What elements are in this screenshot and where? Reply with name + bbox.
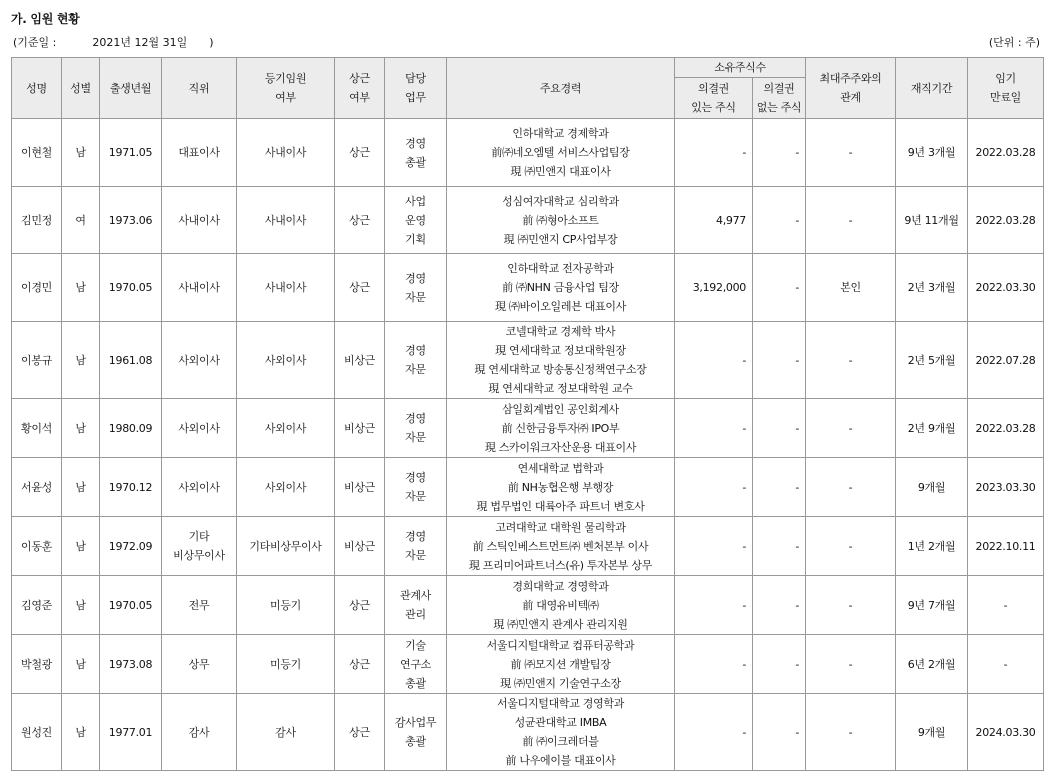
header-fulltime-line2: 여부 bbox=[349, 91, 370, 104]
cell-relation: - bbox=[806, 399, 896, 458]
cell-duty-line: 자문 bbox=[405, 549, 426, 562]
cell-duty-line: 연구소 bbox=[400, 657, 431, 671]
header-term-end-line2: 만료일 bbox=[990, 91, 1021, 104]
cell-tenure: 9개월 bbox=[896, 694, 968, 771]
cell-position bbox=[162, 187, 237, 254]
cell-fulltime: 상근 bbox=[335, 119, 385, 187]
cell-career-line: 서울디지털대학교 경영학과 bbox=[496, 697, 625, 710]
cell-birth: 1970.05 bbox=[100, 576, 162, 635]
cell-position bbox=[162, 517, 237, 576]
cell-relation: - bbox=[806, 187, 896, 254]
cell-name: 이현철 bbox=[12, 119, 62, 187]
cell-voting: 3,192,000 bbox=[675, 254, 753, 322]
cell-career-line: 前 NH농협은행 부행장 bbox=[507, 480, 614, 494]
header-birth: 출생년월 bbox=[100, 58, 162, 119]
cell-position bbox=[162, 635, 237, 694]
cell-tenure: 9년 11개월 bbox=[896, 187, 968, 254]
header-registered bbox=[237, 58, 335, 119]
header-nonvoting-line1: 의결권 bbox=[763, 82, 795, 95]
cell-career-line: 前 ㈜NHN 금융사업 팀장 bbox=[502, 281, 619, 294]
header-gender: 성별 bbox=[62, 58, 100, 119]
cell-birth: 1972.09 bbox=[100, 517, 162, 576]
cell-duty-line: 운영 bbox=[405, 213, 426, 227]
cell-career-line: 성균관대학교 IMBA bbox=[514, 716, 607, 729]
table-row bbox=[12, 322, 1044, 399]
cell-duty bbox=[385, 119, 447, 187]
cell-duty bbox=[385, 399, 447, 458]
cell-duty-line: 감사업무 bbox=[394, 716, 437, 729]
header-voting-line1: 의결권 bbox=[698, 82, 729, 95]
header-duty-line2: 업무 bbox=[405, 91, 426, 104]
cell-term-end: 2022.03.28 bbox=[968, 187, 1044, 254]
cell-career-line: 前 ㈜모지션 개발팀장 bbox=[510, 657, 611, 671]
cell-career-line: 삼일회계법인 공인회계사 bbox=[502, 402, 619, 416]
cell-voting: - bbox=[675, 399, 753, 458]
cell-name: 이경민 bbox=[12, 254, 62, 322]
cell-duty-line: 경영 bbox=[405, 136, 426, 150]
cell-career-line: 경희대학교 경영학과 bbox=[512, 579, 609, 593]
cell-registered: 감사 bbox=[237, 694, 335, 771]
cell-career-line: 現 연세대학교 방송통신정책연구소장 bbox=[474, 363, 647, 376]
cell-duty-line: 사업 bbox=[405, 194, 426, 208]
cell-registered: 미등기 bbox=[237, 576, 335, 635]
cell-voting: - bbox=[675, 694, 753, 771]
cell-fulltime: 비상근 bbox=[335, 322, 385, 399]
cell-voting: - bbox=[675, 517, 753, 576]
header-relation bbox=[806, 58, 896, 119]
cell-tenure: 6년 2개월 bbox=[896, 635, 968, 694]
cell-career-line: 인하대학교 전자공학과 bbox=[507, 262, 614, 275]
cell-nonvoting: - bbox=[753, 322, 806, 399]
cell-fulltime: 상근 bbox=[335, 254, 385, 322]
cell-duty-line: 자문 bbox=[405, 431, 426, 444]
cell-relation: - bbox=[806, 517, 896, 576]
header-registered-line2: 여부 bbox=[275, 91, 296, 104]
cell-birth: 1980.09 bbox=[100, 399, 162, 458]
cell-position-line: 감사 bbox=[188, 725, 210, 739]
cell-duty bbox=[385, 458, 447, 517]
cell-career bbox=[447, 399, 675, 458]
cell-voting: - bbox=[675, 458, 753, 517]
cell-gender: 남 bbox=[62, 254, 100, 322]
cell-position-line: 대표이사 bbox=[178, 146, 220, 159]
cell-duty-line: 총괄 bbox=[405, 676, 426, 690]
header-name: 성명 bbox=[12, 58, 62, 119]
table-row bbox=[12, 254, 1044, 322]
basis-close: ) bbox=[209, 36, 214, 49]
cell-gender: 남 bbox=[62, 635, 100, 694]
header-relation-line2: 관계 bbox=[840, 91, 861, 104]
table-row bbox=[12, 694, 1044, 771]
cell-duty bbox=[385, 187, 447, 254]
cell-duty-line: 경영 bbox=[405, 344, 426, 357]
table-row bbox=[12, 576, 1044, 635]
cell-fulltime: 비상근 bbox=[335, 517, 385, 576]
cell-nonvoting: - bbox=[753, 517, 806, 576]
cell-position-line: 상무 bbox=[188, 657, 210, 671]
cell-fulltime: 비상근 bbox=[335, 458, 385, 517]
cell-relation: - bbox=[806, 458, 896, 517]
cell-career bbox=[447, 517, 675, 576]
cell-relation: - bbox=[806, 119, 896, 187]
cell-registered: 미등기 bbox=[237, 635, 335, 694]
cell-position bbox=[162, 322, 237, 399]
cell-gender: 남 bbox=[62, 517, 100, 576]
cell-career-line: 성심여자대학교 심리학과 bbox=[502, 194, 619, 208]
cell-position bbox=[162, 576, 237, 635]
header-term-end-line1: 임기 bbox=[995, 72, 1016, 85]
cell-duty-line: 총괄 bbox=[405, 155, 426, 169]
cell-duty-line: 총괄 bbox=[405, 735, 426, 748]
cell-fulltime: 상근 bbox=[335, 635, 385, 694]
header-career: 주요경력 bbox=[447, 58, 675, 119]
cell-career-line: 前 스틱인베스트먼트㈜ 벤처본부 이사 bbox=[472, 539, 649, 553]
cell-fulltime: 상근 bbox=[335, 694, 385, 771]
header-voting-line2: 있는 주식 bbox=[691, 101, 736, 114]
cell-career bbox=[447, 576, 675, 635]
cell-career-line: 서울디지털대학교 컴퓨터공학과 bbox=[486, 638, 635, 652]
cell-fulltime: 상근 bbox=[335, 187, 385, 254]
cell-position bbox=[162, 254, 237, 322]
cell-position bbox=[162, 694, 237, 771]
cell-tenure: 2년 3개월 bbox=[896, 254, 968, 322]
cell-name: 박철광 bbox=[12, 635, 62, 694]
cell-relation: - bbox=[806, 635, 896, 694]
cell-duty-line: 관계사 bbox=[400, 589, 431, 602]
cell-tenure: 1년 2개월 bbox=[896, 517, 968, 576]
cell-position bbox=[162, 458, 237, 517]
cell-nonvoting: - bbox=[753, 119, 806, 187]
cell-nonvoting: - bbox=[753, 458, 806, 517]
cell-term-end: 2022.10.11 bbox=[968, 517, 1044, 576]
cell-relation: - bbox=[806, 576, 896, 635]
cell-name: 이봉규 bbox=[12, 322, 62, 399]
cell-term-end: - bbox=[968, 576, 1044, 635]
header-tenure: 재직기간 bbox=[896, 58, 968, 119]
cell-gender: 남 bbox=[62, 399, 100, 458]
cell-position-line: 사외이사 bbox=[178, 421, 220, 435]
cell-duty bbox=[385, 576, 447, 635]
cell-name: 김영준 bbox=[12, 576, 62, 635]
cell-nonvoting: - bbox=[753, 694, 806, 771]
cell-duty-line: 경영 bbox=[405, 271, 426, 285]
cell-voting: - bbox=[675, 576, 753, 635]
table-row bbox=[12, 458, 1044, 517]
cell-career bbox=[447, 254, 675, 322]
cell-duty-line: 자문 bbox=[405, 363, 426, 376]
header-relation-line1: 최대주주와의 bbox=[819, 72, 882, 85]
header-shares: 소유주식수 bbox=[675, 58, 806, 78]
cell-position-line: 사내이사 bbox=[178, 281, 220, 294]
cell-birth: 1973.06 bbox=[100, 187, 162, 254]
cell-career bbox=[447, 635, 675, 694]
cell-term-end: 2022.07.28 bbox=[968, 322, 1044, 399]
cell-career-line: 고려대학교 대학원 물리학과 bbox=[495, 520, 626, 534]
cell-term-end: 2023.03.30 bbox=[968, 458, 1044, 517]
cell-duty bbox=[385, 322, 447, 399]
table-header bbox=[12, 58, 1044, 119]
basis-date: 2021년 12월 31일 bbox=[92, 36, 188, 49]
cell-career-line: 現 ㈜민앤지 대표이사 bbox=[510, 165, 611, 178]
cell-career-line: 코넬대학교 경제학 박사 bbox=[505, 325, 616, 338]
cell-position-line: 비상무이사 bbox=[173, 549, 225, 562]
cell-career bbox=[447, 187, 675, 254]
cell-career-line: 現 ㈜민앤지 CP사업부장 bbox=[503, 232, 618, 246]
section-title: 가. 임원 현황 bbox=[11, 12, 80, 26]
cell-position-line: 기타 bbox=[188, 530, 210, 543]
cell-tenure: 9년 3개월 bbox=[896, 119, 968, 187]
cell-career-line: 前 ㈜이크레더블 bbox=[522, 735, 599, 748]
cell-registered: 사내이사 bbox=[237, 119, 335, 187]
cell-career-line: 前 나우에이블 대표이사 bbox=[505, 754, 616, 767]
cell-birth: 1971.05 bbox=[100, 119, 162, 187]
executives-table bbox=[11, 57, 1044, 771]
table-body bbox=[12, 119, 1044, 771]
cell-gender: 여 bbox=[62, 187, 100, 254]
header-registered-line1: 등기임원 bbox=[264, 72, 307, 85]
cell-duty bbox=[385, 254, 447, 322]
cell-registered: 사외이사 bbox=[237, 458, 335, 517]
cell-position-line: 사외이사 bbox=[178, 480, 220, 494]
cell-voting: 4,977 bbox=[675, 187, 753, 254]
cell-nonvoting: - bbox=[753, 187, 806, 254]
cell-duty-line: 경영 bbox=[405, 412, 426, 425]
header-voting bbox=[675, 78, 753, 119]
cell-nonvoting: - bbox=[753, 576, 806, 635]
cell-name: 원성진 bbox=[12, 694, 62, 771]
cell-career-line: 인하대학교 경제학과 bbox=[512, 127, 609, 140]
cell-registered: 사외이사 bbox=[237, 399, 335, 458]
cell-gender: 남 bbox=[62, 458, 100, 517]
cell-registered: 사외이사 bbox=[237, 322, 335, 399]
table-row bbox=[12, 119, 1044, 187]
header-term-end bbox=[968, 58, 1044, 119]
cell-term-end: - bbox=[968, 635, 1044, 694]
cell-gender: 남 bbox=[62, 322, 100, 399]
cell-birth: 1961.08 bbox=[100, 322, 162, 399]
cell-registered: 사내이사 bbox=[237, 254, 335, 322]
cell-term-end: 2022.03.30 bbox=[968, 254, 1044, 322]
cell-duty-line: 자문 bbox=[405, 290, 426, 304]
cell-duty bbox=[385, 694, 447, 771]
cell-career-line: 前 ㈜형아소프트 bbox=[522, 213, 599, 227]
cell-voting: - bbox=[675, 322, 753, 399]
cell-nonvoting: - bbox=[753, 635, 806, 694]
header-fulltime bbox=[335, 58, 385, 119]
cell-nonvoting: - bbox=[753, 254, 806, 322]
cell-gender: 남 bbox=[62, 694, 100, 771]
cell-duty-line: 자문 bbox=[405, 490, 426, 503]
cell-career-line: 연세대학교 법학과 bbox=[517, 461, 604, 475]
cell-career-line: 現 ㈜바이오일레븐 대표이사 bbox=[494, 300, 627, 313]
cell-name: 황이석 bbox=[12, 399, 62, 458]
cell-tenure: 2년 5개월 bbox=[896, 322, 968, 399]
cell-career-line: 現 법무법인 대륙아주 파트너 변호사 bbox=[476, 499, 645, 513]
cell-career-line: 現 스카이워크자산운용 대표이사 bbox=[484, 440, 637, 454]
cell-registered: 기타비상무이사 bbox=[237, 517, 335, 576]
cell-term-end: 2024.03.30 bbox=[968, 694, 1044, 771]
cell-duty-line: 기획 bbox=[405, 232, 426, 246]
header-fulltime-line1: 상근 bbox=[349, 72, 370, 85]
cell-career bbox=[447, 694, 675, 771]
header-duty-line1: 담당 bbox=[405, 72, 426, 85]
cell-registered: 사내이사 bbox=[237, 187, 335, 254]
cell-duty-line: 경영 bbox=[405, 471, 426, 484]
table-row bbox=[12, 399, 1044, 458]
cell-duty bbox=[385, 517, 447, 576]
cell-position-line: 사외이사 bbox=[178, 353, 220, 367]
cell-career-line: 前 대영유비텍㈜ bbox=[522, 598, 599, 612]
cell-career-line: 前㈜네오엠텔 서비스사업팀장 bbox=[491, 146, 630, 159]
cell-career-line: 現 연세대학교 정보대학원 교수 bbox=[488, 382, 633, 395]
header-nonvoting bbox=[753, 78, 806, 119]
cell-name: 김민정 bbox=[12, 187, 62, 254]
cell-position-line: 전무 bbox=[188, 598, 210, 612]
cell-career-line: 前 신한금융투자㈜ IPO부 bbox=[501, 421, 620, 435]
cell-tenure: 9개월 bbox=[896, 458, 968, 517]
cell-name: 이동훈 bbox=[12, 517, 62, 576]
header-nonvoting-line2: 없는 주식 bbox=[756, 101, 802, 114]
cell-career-line: 現 연세대학교 정보대학원장 bbox=[495, 344, 626, 357]
cell-birth: 1973.08 bbox=[100, 635, 162, 694]
cell-career-line: 現 ㈜민앤지 관계사 관리지원 bbox=[493, 617, 628, 631]
cell-fulltime: 비상근 bbox=[335, 399, 385, 458]
cell-duty-line: 기술 bbox=[405, 638, 426, 652]
cell-career bbox=[447, 322, 675, 399]
cell-term-end: 2022.03.28 bbox=[968, 119, 1044, 187]
cell-gender: 남 bbox=[62, 576, 100, 635]
header-position: 직위 bbox=[162, 58, 237, 119]
basis-label: (기준일 : bbox=[13, 36, 57, 49]
basis-date-line bbox=[13, 34, 214, 50]
cell-relation: 본인 bbox=[806, 254, 896, 322]
cell-name: 서윤성 bbox=[12, 458, 62, 517]
cell-tenure: 2년 9개월 bbox=[896, 399, 968, 458]
cell-duty-line: 경영 bbox=[405, 530, 426, 543]
cell-duty-line: 관리 bbox=[405, 608, 426, 621]
unit-label: (단위 : 주) bbox=[988, 36, 1040, 49]
cell-birth: 1977.01 bbox=[100, 694, 162, 771]
cell-term-end: 2022.03.28 bbox=[968, 399, 1044, 458]
cell-nonvoting: - bbox=[753, 399, 806, 458]
cell-relation: - bbox=[806, 322, 896, 399]
cell-position bbox=[162, 399, 237, 458]
cell-birth: 1970.05 bbox=[100, 254, 162, 322]
header-duty bbox=[385, 58, 447, 119]
cell-position bbox=[162, 119, 237, 187]
cell-birth: 1970.12 bbox=[100, 458, 162, 517]
cell-career-line: 現 프리미어파트너스(유) 투자본부 상무 bbox=[468, 558, 653, 572]
table-row bbox=[12, 517, 1044, 576]
table-row bbox=[12, 187, 1044, 254]
cell-gender: 남 bbox=[62, 119, 100, 187]
cell-position-line: 사내이사 bbox=[178, 213, 220, 227]
table-row bbox=[12, 635, 1044, 694]
cell-duty bbox=[385, 635, 447, 694]
cell-career-line: 現 ㈜민앤지 기술연구소장 bbox=[500, 676, 621, 690]
cell-voting: - bbox=[675, 119, 753, 187]
cell-tenure: 9년 7개월 bbox=[896, 576, 968, 635]
cell-career bbox=[447, 458, 675, 517]
cell-voting: - bbox=[675, 635, 753, 694]
cell-fulltime: 상근 bbox=[335, 576, 385, 635]
cell-career bbox=[447, 119, 675, 187]
cell-relation: - bbox=[806, 694, 896, 771]
